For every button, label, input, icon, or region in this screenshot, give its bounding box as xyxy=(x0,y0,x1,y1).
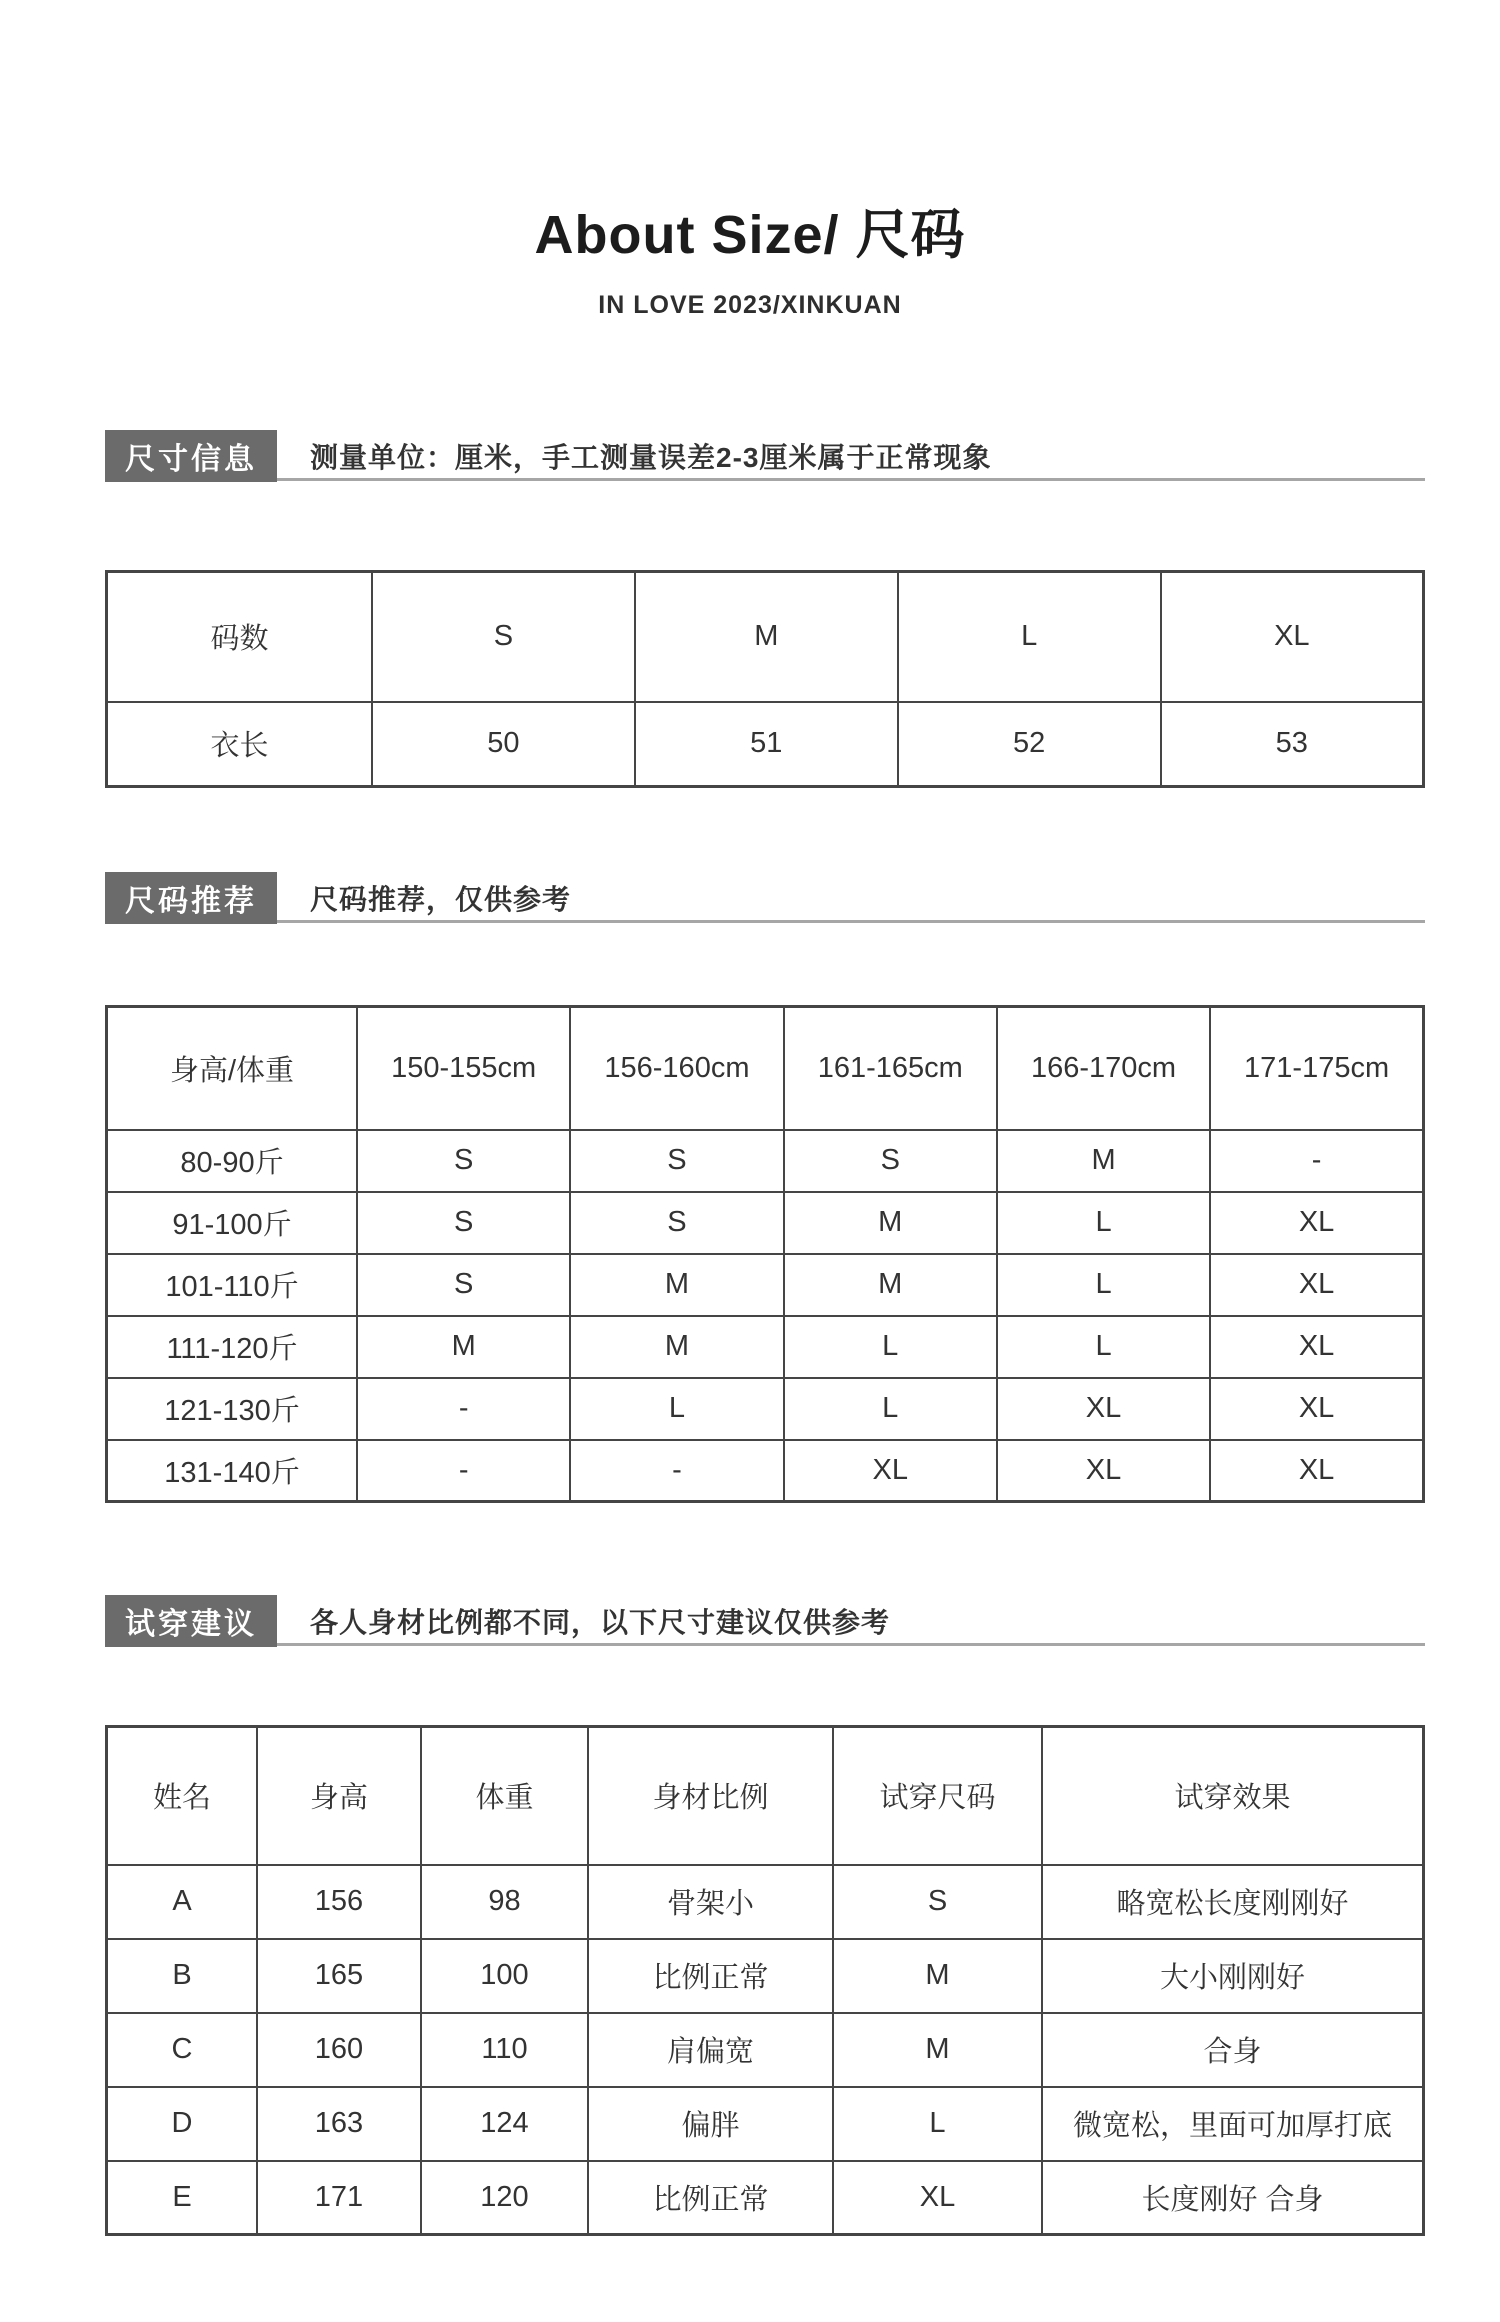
table-cell: L xyxy=(898,572,1161,702)
table-cell: L xyxy=(784,1378,997,1440)
table-cell: L xyxy=(570,1378,783,1440)
table-cell: M xyxy=(833,2013,1042,2087)
section-underline xyxy=(275,920,1425,923)
header-cell: 身高/体重 xyxy=(107,1007,358,1130)
table-cell: XL xyxy=(1161,572,1424,702)
table-cell: 124 xyxy=(421,2087,588,2161)
table-cell: S xyxy=(357,1192,570,1254)
header-cell: 身材比例 xyxy=(588,1727,833,1865)
table-cell: 98 xyxy=(421,1865,588,1939)
size-info-desc: 测量单位：厘米，手工测量误差2-3厘米属于正常现象 xyxy=(310,442,992,473)
table-cell: 码数 xyxy=(107,572,373,702)
header-cell: 150-155cm xyxy=(357,1007,570,1130)
table-row xyxy=(107,2087,1424,2161)
table-cell: M xyxy=(784,1254,997,1316)
table-cell: S xyxy=(570,1130,783,1192)
table-cell: L xyxy=(833,2087,1042,2161)
size-recommend-desc: 尺码推荐，仅供参考 xyxy=(310,884,572,915)
table-cell: XL xyxy=(833,2161,1042,2235)
table-cell: 微宽松，里面可加厚打底 xyxy=(1042,2087,1424,2161)
table-cell: S xyxy=(357,1130,570,1192)
table-cell: 略宽松长度刚刚好 xyxy=(1042,1865,1424,1939)
fit-advice-badge: 试穿建议 xyxy=(105,1595,277,1647)
header-cell: 试穿效果 xyxy=(1042,1727,1424,1865)
table-cell: 165 xyxy=(257,1939,421,2013)
table-cell: 156 xyxy=(257,1865,421,1939)
size-spec-table xyxy=(105,570,1425,788)
table-cell: M xyxy=(635,572,898,702)
table-cell: XL xyxy=(1210,1440,1423,1502)
size-info-badge: 尺寸信息 xyxy=(105,430,277,482)
table-row xyxy=(107,572,1424,702)
table-cell: 51 xyxy=(635,702,898,787)
table-cell: 50 xyxy=(372,702,635,787)
header-cell: 156-160cm xyxy=(570,1007,783,1130)
fit-review-table xyxy=(105,1725,1425,2236)
section-underline xyxy=(275,478,1425,481)
page-subtitle: IN LOVE 2023/XINKUAN xyxy=(598,291,902,319)
table-cell: 91-100斤 xyxy=(107,1192,358,1254)
table-cell: L xyxy=(997,1254,1210,1316)
header-cell: 身高 xyxy=(257,1727,421,1865)
section-header-fit-advice xyxy=(105,1595,1425,1647)
header-row xyxy=(107,1727,1424,1865)
table-cell: D xyxy=(107,2087,258,2161)
table-cell: XL xyxy=(1210,1192,1423,1254)
header-cell: 体重 xyxy=(421,1727,588,1865)
table-cell: L xyxy=(997,1192,1210,1254)
table-cell: 171 xyxy=(257,2161,421,2235)
table-cell: S xyxy=(372,572,635,702)
table-cell: 比例正常 xyxy=(588,2161,833,2235)
table-cell: S xyxy=(570,1192,783,1254)
header-cell: 171-175cm xyxy=(1210,1007,1423,1130)
table-row xyxy=(107,1378,1424,1440)
section-underline xyxy=(275,1643,1425,1646)
table-cell: 偏胖 xyxy=(588,2087,833,2161)
table-cell: 101-110斤 xyxy=(107,1254,358,1316)
table-cell: 111-120斤 xyxy=(107,1316,358,1378)
section-header-size-info xyxy=(105,430,1425,482)
table-cell: S xyxy=(833,1865,1042,1939)
table-cell: S xyxy=(357,1254,570,1316)
table-cell: XL xyxy=(1210,1378,1423,1440)
table-cell: XL xyxy=(1210,1254,1423,1316)
table-cell: 163 xyxy=(257,2087,421,2161)
table-cell: L xyxy=(997,1316,1210,1378)
table-row xyxy=(107,2161,1424,2235)
table-cell: S xyxy=(784,1130,997,1192)
table-cell: M xyxy=(570,1254,783,1316)
table-cell: L xyxy=(784,1316,997,1378)
table-row xyxy=(107,2013,1424,2087)
table-cell: A xyxy=(107,1865,258,1939)
table-cell: C xyxy=(107,2013,258,2087)
table-cell: - xyxy=(357,1440,570,1502)
table-cell: XL xyxy=(784,1440,997,1502)
table-cell: 100 xyxy=(421,1939,588,2013)
table-row xyxy=(107,1939,1424,2013)
header-row xyxy=(107,1007,1424,1130)
table-row xyxy=(107,1440,1424,1502)
table-cell: XL xyxy=(997,1378,1210,1440)
table-cell: 长度刚好 合身 xyxy=(1042,2161,1424,2235)
table-row xyxy=(107,1865,1424,1939)
table-row xyxy=(107,1254,1424,1316)
table-cell: XL xyxy=(1210,1316,1423,1378)
table-cell: E xyxy=(107,2161,258,2235)
size-recommend-table xyxy=(105,1005,1425,1503)
table-cell: M xyxy=(357,1316,570,1378)
table-cell: 肩偏宽 xyxy=(588,2013,833,2087)
table-cell: 131-140斤 xyxy=(107,1440,358,1502)
table-cell: M xyxy=(833,1939,1042,2013)
table-cell: - xyxy=(357,1378,570,1440)
table-cell: M xyxy=(784,1192,997,1254)
table-cell: - xyxy=(1210,1130,1423,1192)
page-title: About Size/ 尺码 xyxy=(534,205,966,265)
table-cell: 比例正常 xyxy=(588,1939,833,2013)
table-cell: M xyxy=(570,1316,783,1378)
table-cell: 110 xyxy=(421,2013,588,2087)
table-row xyxy=(107,702,1424,787)
section-header-size-recommend xyxy=(105,872,1425,924)
header-cell: 161-165cm xyxy=(784,1007,997,1130)
size-recommend-badge: 尺码推荐 xyxy=(105,872,277,924)
table-cell: 80-90斤 xyxy=(107,1130,358,1192)
table-cell: 121-130斤 xyxy=(107,1378,358,1440)
table-cell: M xyxy=(997,1130,1210,1192)
table-cell: B xyxy=(107,1939,258,2013)
table-cell: - xyxy=(570,1440,783,1502)
header-cell: 166-170cm xyxy=(997,1007,1210,1130)
header-cell: 姓名 xyxy=(107,1727,258,1865)
table-cell: 120 xyxy=(421,2161,588,2235)
table-cell: 160 xyxy=(257,2013,421,2087)
table-cell: 衣长 xyxy=(107,702,373,787)
table-cell: 大小刚刚好 xyxy=(1042,1939,1424,2013)
fit-advice-desc: 各人身材比例都不同，以下尺寸建议仅供参考 xyxy=(310,1607,891,1638)
table-cell: XL xyxy=(997,1440,1210,1502)
table-cell: 52 xyxy=(898,702,1161,787)
table-cell: 53 xyxy=(1161,702,1424,787)
table-cell: 合身 xyxy=(1042,2013,1424,2087)
table-row xyxy=(107,1192,1424,1254)
table-cell: 骨架小 xyxy=(588,1865,833,1939)
table-row xyxy=(107,1130,1424,1192)
header-cell: 试穿尺码 xyxy=(833,1727,1042,1865)
table-row xyxy=(107,1316,1424,1378)
